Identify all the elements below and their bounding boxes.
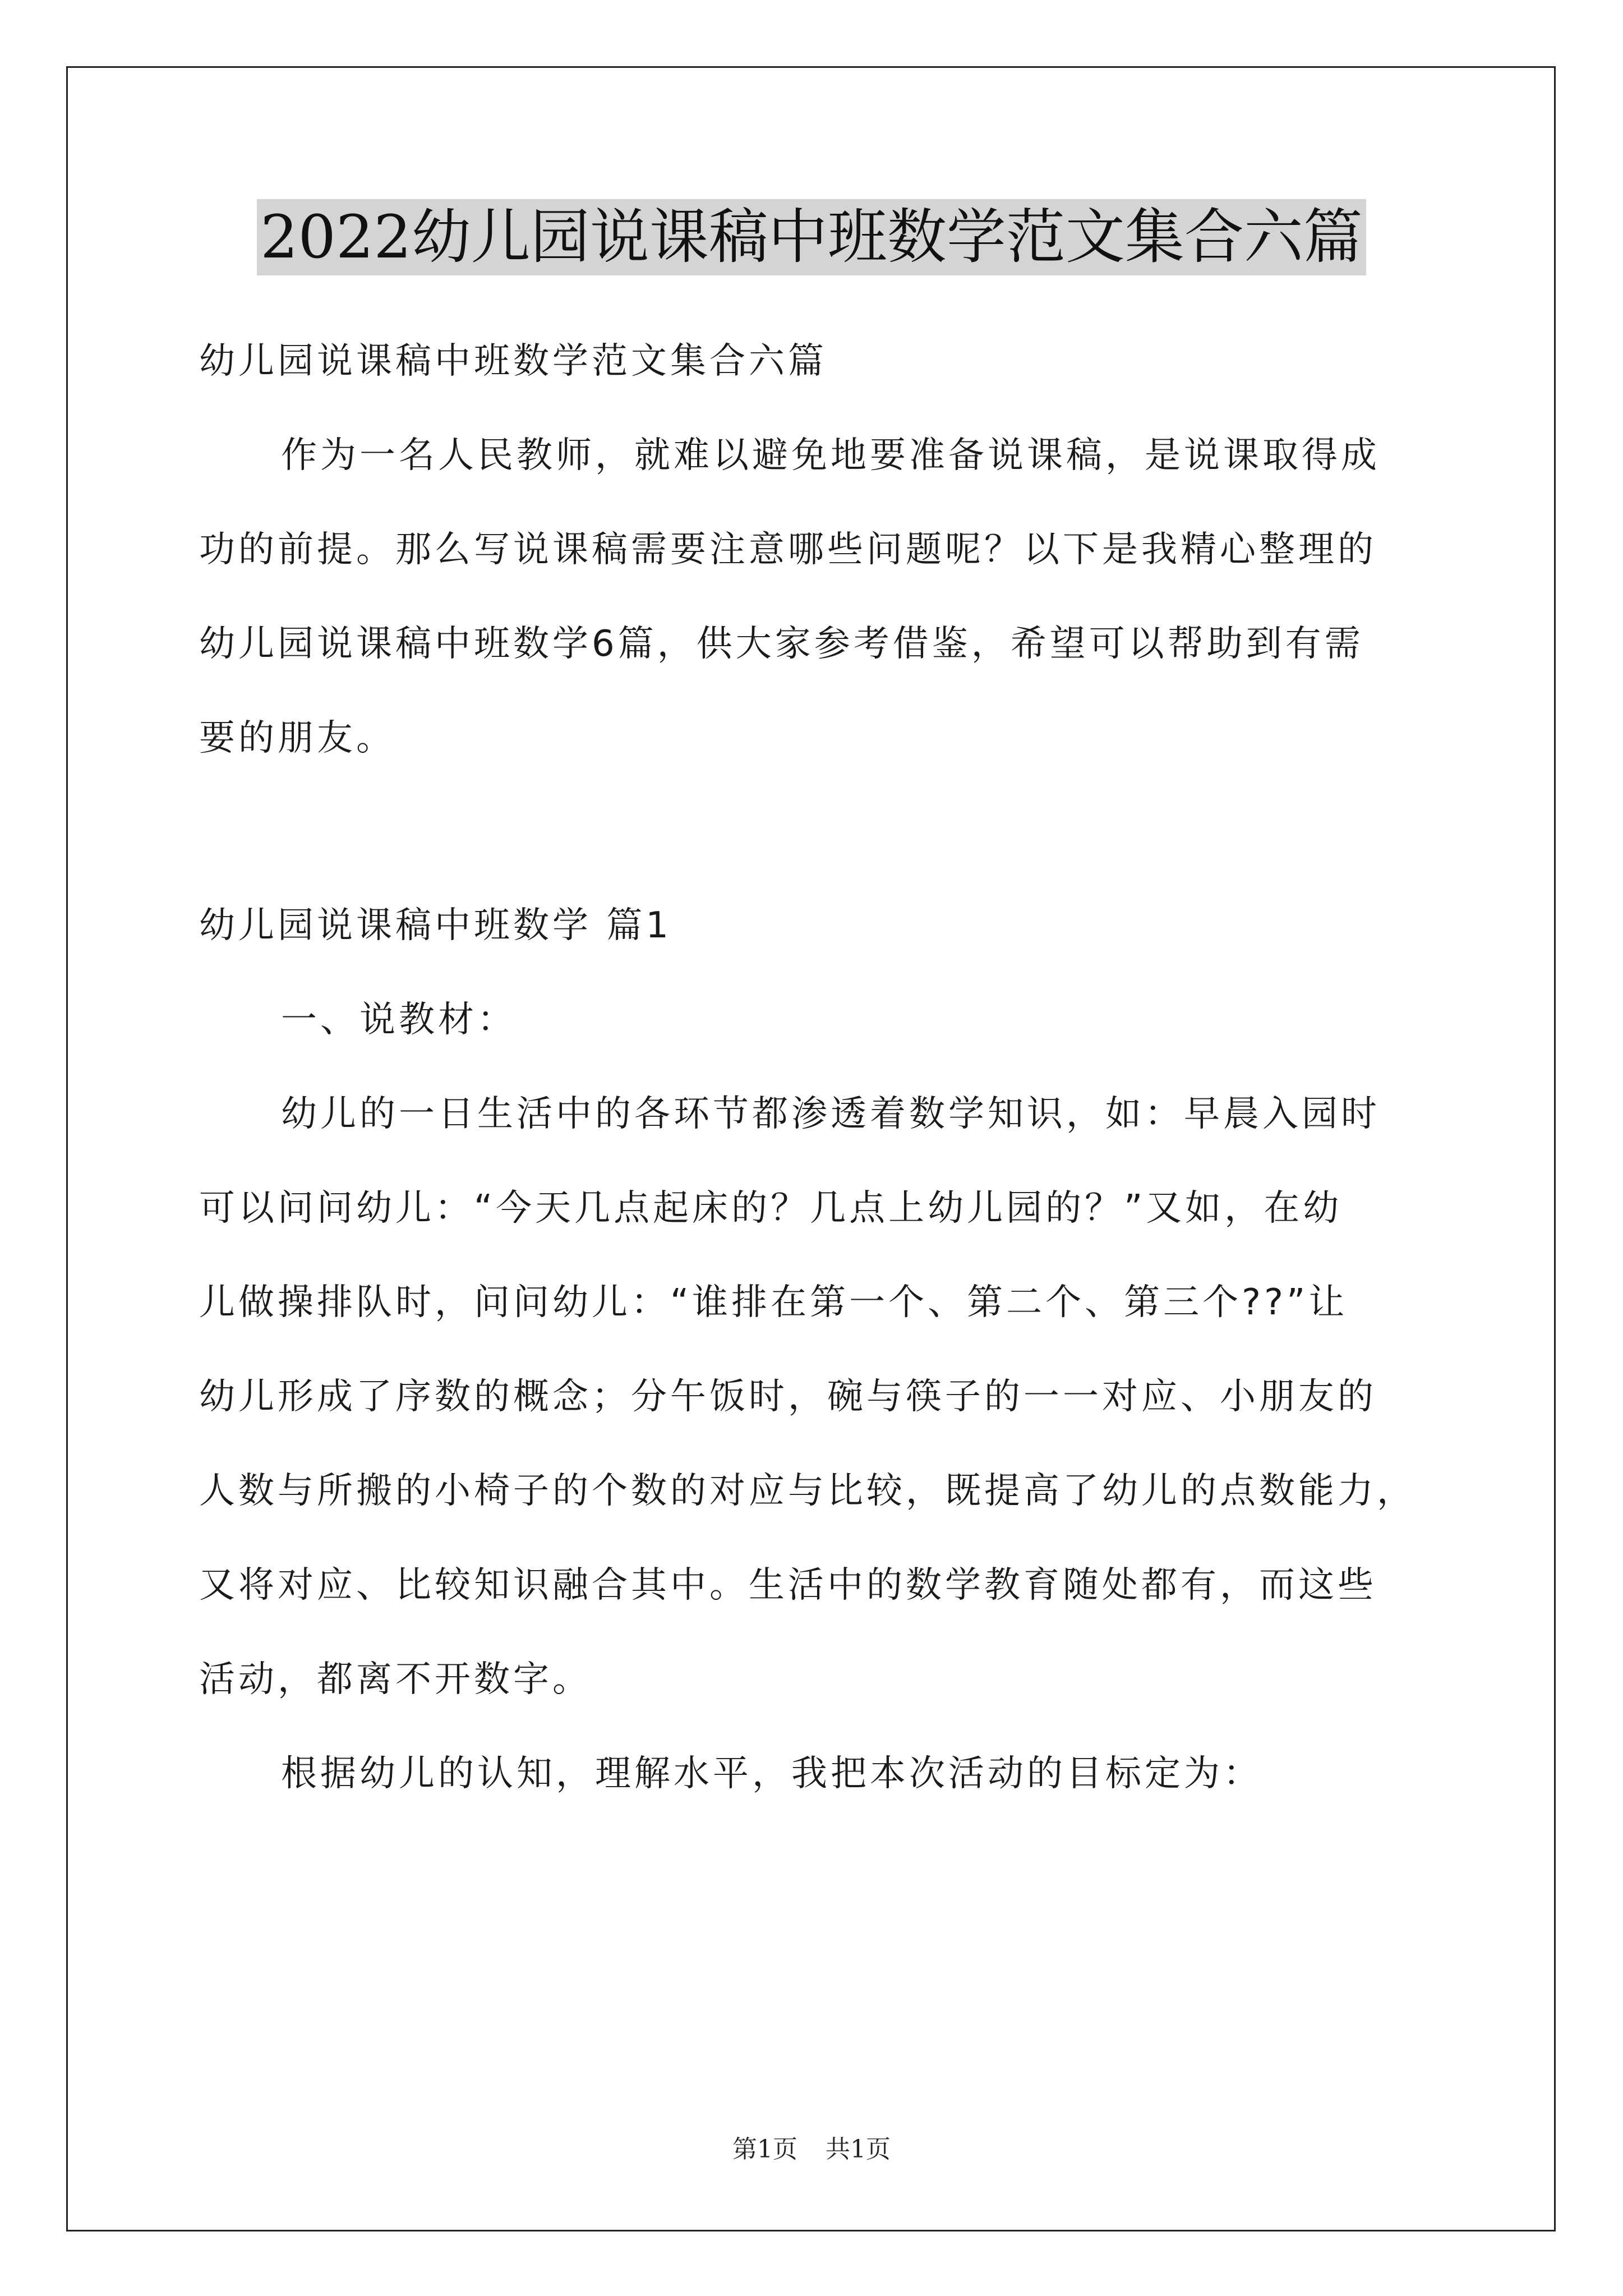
part-heading: 一、说教材：	[281, 999, 517, 1041]
paragraph-line: 又将对应、比较知识融合其中。生活中的数学教育随处都有，而这些	[199, 1565, 1377, 1606]
spacer	[199, 785, 1472, 878]
document-title: 2022幼儿园说课稿中班数学范文集合六篇	[257, 199, 1366, 275]
paragraph-line: 幼儿形成了序数的概念；分午饭时，碗与筷子的一一对应、小朋友的	[199, 1376, 1377, 1418]
title-container	[0, 199, 1623, 275]
paragraph-line: 人数与所搬的小椅子的个数的对应与比较，既提高了幼儿的点数能力，	[199, 1470, 1416, 1512]
paragraph-line: 幼儿的一日生活中的各环节都渗透着数学知识，如：早晨入园时	[281, 1093, 1380, 1135]
page-number: 第1页	[732, 2135, 797, 2164]
document-body	[199, 314, 1472, 1821]
page-footer	[0, 2129, 1623, 2165]
intro-line: 作为一名人民教师，就难以避免地要准备说课稿，是说课取得成	[281, 435, 1380, 476]
section-heading: 幼儿园说课稿中班数学 篇1	[199, 905, 672, 946]
paragraph-line: 可以问问幼儿：“今天几点起床的？几点上幼儿园的？”又如，在幼	[199, 1188, 1343, 1229]
paragraph-line: 根据幼儿的认知，理解水平，我把本次活动的目标定为：	[281, 1753, 1262, 1795]
document-subtitle: 幼儿园说课稿中班数学范文集合六篇	[199, 341, 827, 382]
paragraph-line: 活动，都离不开数字。	[199, 1659, 592, 1700]
paragraph-line: 儿做操排队时，问问幼儿：“谁排在第一个、第二个、第三个??”让	[199, 1282, 1348, 1323]
intro-line: 要的朋友。	[199, 717, 395, 759]
intro-line: 幼儿园说课稿中班数学6篇，供大家参考借鉴，希望可以帮助到有需	[199, 623, 1364, 665]
page-total: 共1页	[826, 2135, 891, 2164]
intro-line: 功的前提。那么写说课稿需要注意哪些问题呢？以下是我精心整理的	[199, 529, 1377, 570]
